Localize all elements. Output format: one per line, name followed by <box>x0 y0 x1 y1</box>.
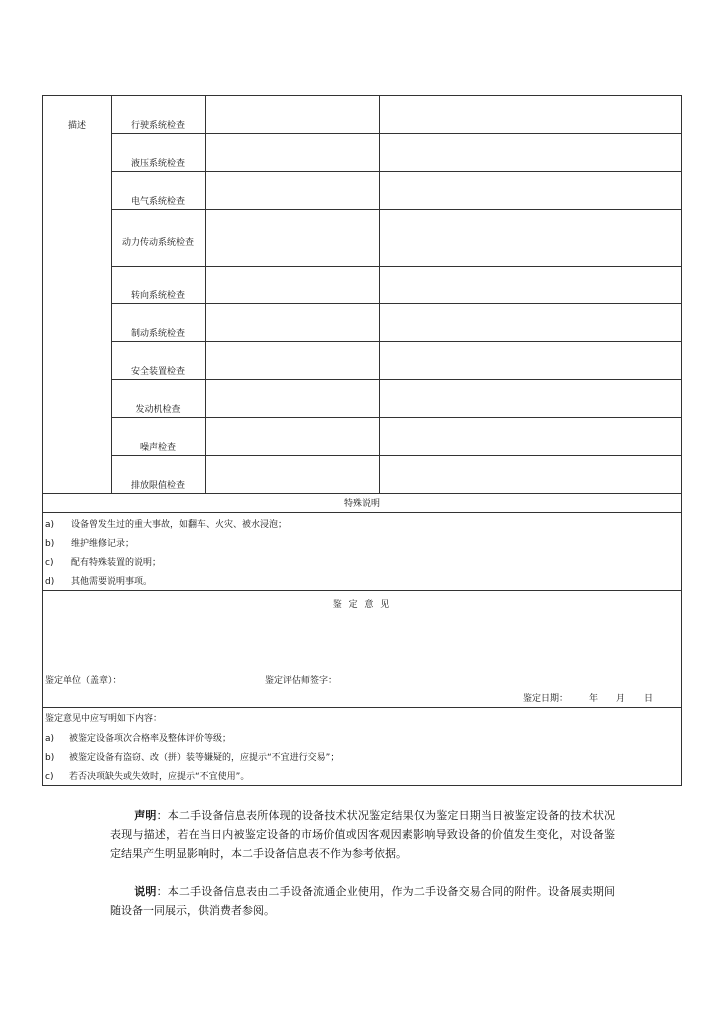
row-divider <box>111 379 681 380</box>
check-item-label: 发动机检查 <box>135 405 181 415</box>
opinion-title: 鉴 定 意 见 <box>332 600 392 610</box>
row-divider <box>111 341 681 342</box>
appraisal-unit-label: 鉴定单位（盖章）： <box>45 676 122 686</box>
special-notes-title: 特殊说明 <box>343 499 380 509</box>
note-text: 配有特殊装置的说明； <box>71 558 162 568</box>
note-text: 其他需要说明事项。 <box>71 577 153 587</box>
note-marker: c) <box>45 558 54 568</box>
note-marker: b) <box>45 753 55 763</box>
row-divider <box>111 171 681 172</box>
check-item-label: 制动系统检查 <box>130 329 185 339</box>
check-item-label: 电气系统检查 <box>130 197 185 207</box>
opinion-notes-title: 鉴定意见中应写明如下内容： <box>45 714 163 724</box>
note-text: 若否决项缺失或失效时，应提示“不宜使用”。 <box>69 772 250 782</box>
note-text: 设备曾发生过的重大事故，如翻车、火灾、被水浸泡； <box>71 520 288 530</box>
row-divider <box>111 455 681 456</box>
section-divider <box>43 493 681 494</box>
check-item-label: 噪声检查 <box>139 443 176 453</box>
declaration-text: ：本二手设备信息表所体现的设备技术状况鉴定结果仅为鉴定日期当日被鉴定设备的技术状况表现与描述，若在当日内被鉴定设备的市场价值或因客观因素影响导致设备的价值发生变化，对设备鉴定结果产生明显影响时，本二手设备信息表不作为参考依据。 <box>110 809 615 860</box>
note-marker: a) <box>45 734 55 744</box>
explanation-label: 说明 <box>134 885 157 898</box>
column-divider <box>111 96 112 493</box>
note-marker: c) <box>45 772 54 782</box>
section-divider <box>43 512 681 513</box>
note-marker: b) <box>45 539 55 549</box>
date-month: 月 <box>616 694 626 704</box>
check-item-label: 动力传动系统检查 <box>121 238 194 248</box>
row-divider <box>111 266 681 267</box>
appraiser-signature-label: 鉴定评估师签字： <box>265 676 338 686</box>
appraisal-date-label: 鉴定日期： <box>523 694 569 704</box>
declaration-label: 声明 <box>134 809 157 822</box>
row-divider <box>111 133 681 134</box>
describe-label: 描述 <box>67 121 86 131</box>
check-item-label: 排放限值检查 <box>130 481 185 491</box>
note-text: 维护维修记录； <box>71 539 135 549</box>
row-divider <box>111 417 681 418</box>
row-divider <box>111 209 681 210</box>
check-item-label: 转向系统检查 <box>130 291 185 301</box>
declaration-paragraph <box>110 806 615 863</box>
check-item-label: 安全装置检查 <box>130 367 185 377</box>
check-item-label: 行驶系统检查 <box>130 121 185 131</box>
note-marker: d) <box>45 577 55 587</box>
appraisal-form-table <box>42 95 682 786</box>
column-divider <box>205 96 206 493</box>
explanation-paragraph <box>110 882 615 920</box>
column-divider <box>379 96 380 493</box>
section-divider <box>43 590 681 591</box>
explanation-text: ：本二手设备信息表由二手设备流通企业使用，作为二手设备交易合同的附件。设备展卖期间随设备一同展示，供消费者参阅。 <box>110 885 615 917</box>
date-day: 日 <box>644 694 654 704</box>
row-divider <box>111 303 681 304</box>
check-item-label: 液压系统检查 <box>130 159 185 169</box>
date-year: 年 <box>589 694 599 704</box>
note-marker: a) <box>45 520 55 530</box>
section-divider <box>43 707 681 708</box>
note-text: 被鉴定设备项次合格率及整体评价等级； <box>69 734 232 744</box>
note-text: 被鉴定设备有盗窃、改（拼）装等嫌疑的，应提示“不宜进行交易”； <box>69 753 340 763</box>
